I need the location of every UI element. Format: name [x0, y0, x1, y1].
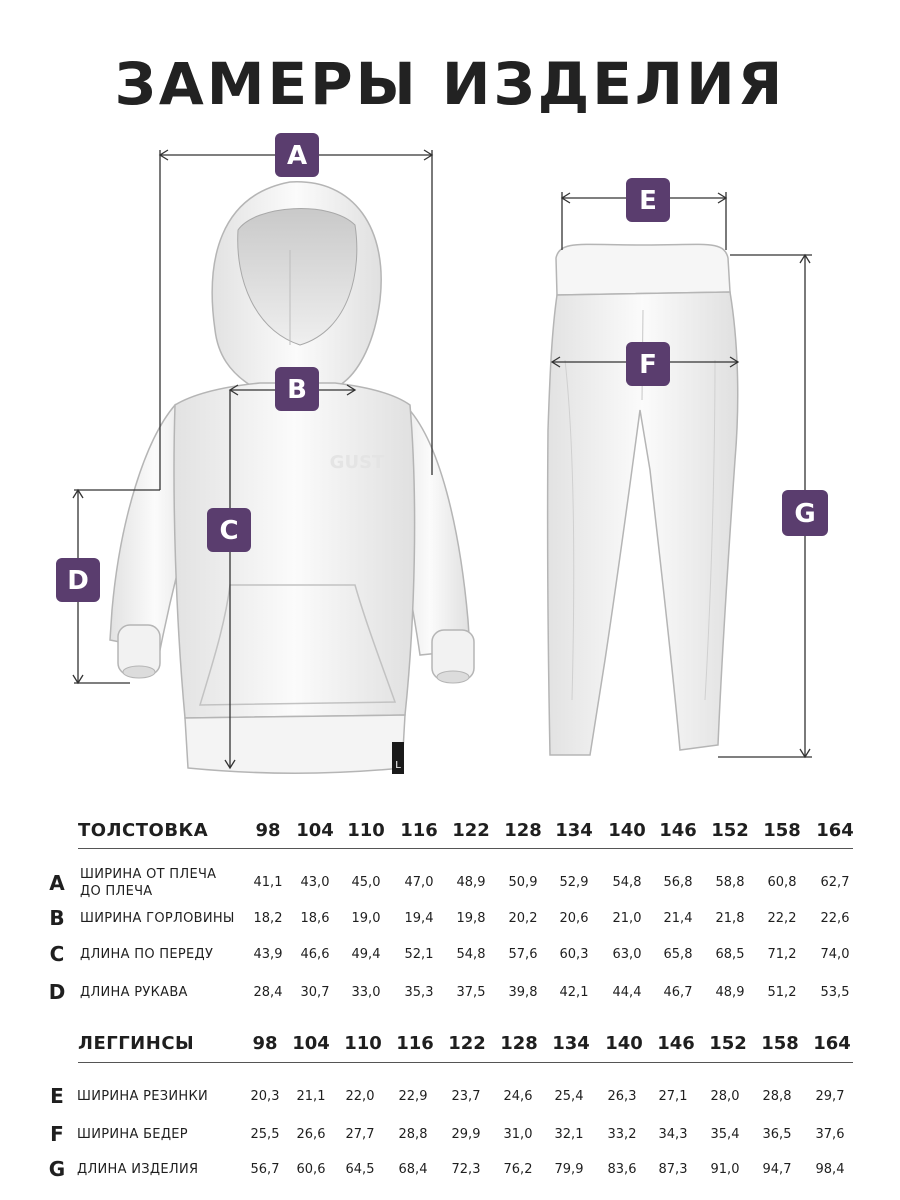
size-152: 152 [711, 820, 749, 841]
row-label: ДЛИНА ПО ПЕРЕДУ [80, 947, 214, 962]
table-cell: 74,0 [820, 947, 850, 962]
row-label: ШИРИНА БЕДЕР [77, 1127, 188, 1142]
table-row [0, 1084, 900, 1120]
size-140: 140 [608, 820, 646, 841]
table-cell: 22,0 [345, 1089, 375, 1104]
row-label: ШИРИНА РЕЗИНКИ [77, 1089, 209, 1104]
row-letter: G [48, 1157, 66, 1181]
table-cell: 24,6 [503, 1089, 533, 1104]
table-cell: 54,8 [456, 947, 486, 962]
table-cell: 18,2 [253, 911, 283, 926]
table-cell: 50,9 [508, 875, 538, 890]
table-cell: 68,4 [398, 1162, 428, 1177]
table-cell: 19,0 [351, 911, 381, 926]
table-cell: 20,2 [508, 911, 538, 926]
badge-g [782, 490, 828, 536]
table-cell: 21,4 [663, 911, 693, 926]
size-152: 152 [709, 1033, 747, 1054]
table-cell: 23,7 [451, 1089, 481, 1104]
table-cell: 46,7 [663, 985, 693, 1000]
table-cell: 51,2 [767, 985, 797, 1000]
leggings-image [548, 244, 738, 755]
table-cell: 37,5 [456, 985, 486, 1000]
table-cell: 35,3 [404, 985, 434, 1000]
table-cell: 22,6 [820, 911, 850, 926]
table-cell: 25,4 [554, 1089, 584, 1104]
size-146: 146 [659, 820, 697, 841]
size-158: 158 [761, 1033, 799, 1054]
row-letter: D [48, 980, 66, 1004]
size-158: 158 [763, 820, 801, 841]
table-cell: 57,6 [508, 947, 538, 962]
table-cell: 28,4 [253, 985, 283, 1000]
table-cell: 44,4 [612, 985, 642, 1000]
row-label: ШИРИНА ОТ ПЛЕЧА ДО ПЛЕЧА [80, 867, 217, 899]
row-label: ДЛИНА РУКАВА [80, 985, 188, 1000]
table-cell: 28,8 [762, 1089, 792, 1104]
table-cell: 43,0 [300, 875, 330, 890]
badge-d [56, 558, 100, 602]
table-cell: 64,5 [345, 1162, 375, 1177]
table-row [0, 942, 900, 978]
table-cell: 39,8 [508, 985, 538, 1000]
table-cell: 56,7 [250, 1162, 280, 1177]
table-row [0, 1122, 900, 1158]
hoodie-divider [78, 848, 853, 849]
brand-logo: GUST [329, 452, 385, 473]
page-title: ЗАМЕРЫ ИЗДЕЛИЯ [114, 50, 786, 118]
table-cell: 46,6 [300, 947, 330, 962]
table-cell: 42,1 [559, 985, 589, 1000]
size-116: 116 [396, 1033, 434, 1054]
table-cell: 68,5 [715, 947, 745, 962]
table-cell: 72,3 [451, 1162, 481, 1177]
leggings-divider [78, 1062, 853, 1063]
size-104: 104 [292, 1033, 330, 1054]
table-row [0, 866, 900, 902]
size-164: 164 [816, 820, 854, 841]
table-cell: 37,6 [815, 1127, 845, 1142]
table-cell: 60,3 [559, 947, 589, 962]
table-row [0, 1157, 900, 1193]
table-cell: 19,4 [404, 911, 434, 926]
table-cell: 52,9 [559, 875, 589, 890]
table-cell: 21,1 [296, 1089, 326, 1104]
table-cell: 26,3 [607, 1089, 637, 1104]
table-cell: 63,0 [612, 947, 642, 962]
svg-text:G: G [794, 499, 816, 529]
table-cell: 30,7 [300, 985, 330, 1000]
table-cell: 43,9 [253, 947, 283, 962]
table-row [0, 906, 900, 942]
table-cell: 94,7 [762, 1162, 792, 1177]
table-cell: 28,8 [398, 1127, 428, 1142]
row-letter: F [50, 1122, 64, 1146]
size-122: 122 [452, 820, 490, 841]
table-cell: 21,8 [715, 911, 745, 926]
table-cell: 31,0 [503, 1127, 533, 1142]
table-cell: 71,2 [767, 947, 797, 962]
size-98: 98 [255, 820, 281, 841]
row-label: ШИРИНА ГОРЛОВИНЫ [80, 911, 235, 926]
table-cell: 58,8 [715, 875, 745, 890]
badge-f [626, 342, 670, 386]
table-cell: 98,4 [815, 1162, 845, 1177]
table-cell: 54,8 [612, 875, 642, 890]
table-cell: 20,6 [559, 911, 589, 926]
svg-text:F: F [639, 350, 657, 380]
svg-text:D: D [67, 566, 89, 596]
table-cell: 20,3 [250, 1089, 280, 1104]
table-cell: 22,9 [398, 1089, 428, 1104]
table-cell: 60,8 [767, 875, 797, 890]
size-104: 104 [296, 820, 334, 841]
table-cell: 36,5 [762, 1127, 792, 1142]
table-cell: 41,1 [253, 875, 283, 890]
table-cell: 45,0 [351, 875, 381, 890]
table-cell: 27,7 [345, 1127, 375, 1142]
table-cell: 83,6 [607, 1162, 637, 1177]
table-cell: 18,6 [300, 911, 330, 926]
table-cell: 48,9 [456, 875, 486, 890]
leggings-table-header [0, 1029, 900, 1059]
table-cell: 21,0 [612, 911, 642, 926]
size-128: 128 [504, 820, 542, 841]
row-letter: B [49, 906, 65, 930]
size-146: 146 [657, 1033, 695, 1054]
hoodie-section-title: ТОЛСТОВКА [78, 820, 209, 841]
svg-text:C: C [219, 516, 239, 546]
table-cell: 76,2 [503, 1162, 533, 1177]
table-cell: 19,8 [456, 911, 486, 926]
row-letter: A [49, 871, 65, 895]
size-122: 122 [448, 1033, 486, 1054]
table-cell: 28,0 [710, 1089, 740, 1104]
table-cell: 27,1 [658, 1089, 688, 1104]
size-164: 164 [813, 1033, 851, 1054]
size-tag-label: L [395, 760, 401, 771]
table-cell: 60,6 [296, 1162, 326, 1177]
table-cell: 25,5 [250, 1127, 280, 1142]
table-cell: 26,6 [296, 1127, 326, 1142]
table-cell: 34,3 [658, 1127, 688, 1142]
table-cell: 79,9 [554, 1162, 584, 1177]
table-cell: 87,3 [658, 1162, 688, 1177]
size-128: 128 [500, 1033, 538, 1054]
leggings-section-title: ЛЕГГИНСЫ [78, 1033, 195, 1054]
badge-c [207, 508, 251, 552]
table-cell: 53,5 [820, 985, 850, 1000]
svg-text:A: A [286, 141, 308, 171]
hoodie-image [110, 182, 474, 774]
table-cell: 33,0 [351, 985, 381, 1000]
table-cell: 22,2 [767, 911, 797, 926]
row-label: ДЛИНА ИЗДЕЛИЯ [77, 1162, 199, 1177]
size-98: 98 [252, 1033, 278, 1054]
size-134: 134 [552, 1033, 590, 1054]
size-110: 110 [347, 820, 385, 841]
size-116: 116 [400, 820, 438, 841]
table-cell: 62,7 [820, 875, 850, 890]
table-cell: 52,1 [404, 947, 434, 962]
table-cell: 48,9 [715, 985, 745, 1000]
table-cell: 29,7 [815, 1089, 845, 1104]
row-letter: E [50, 1084, 64, 1108]
badge-b [275, 367, 319, 411]
table-cell: 29,9 [451, 1127, 481, 1142]
svg-text:B: B [287, 375, 307, 405]
table-cell: 33,2 [607, 1127, 637, 1142]
table-row [0, 980, 900, 1016]
hoodie-table-header [0, 816, 900, 846]
size-110: 110 [344, 1033, 382, 1054]
row-letter: C [49, 942, 65, 966]
size-134: 134 [555, 820, 593, 841]
product-illustration [0, 120, 900, 780]
size-140: 140 [605, 1033, 643, 1054]
badge-a [275, 133, 319, 177]
table-cell: 32,1 [554, 1127, 584, 1142]
table-cell: 35,4 [710, 1127, 740, 1142]
table-cell: 56,8 [663, 875, 693, 890]
table-cell: 47,0 [404, 875, 434, 890]
table-cell: 91,0 [710, 1162, 740, 1177]
table-cell: 65,8 [663, 947, 693, 962]
badge-e [626, 178, 670, 222]
svg-text:E: E [639, 186, 657, 216]
table-cell: 49,4 [351, 947, 381, 962]
